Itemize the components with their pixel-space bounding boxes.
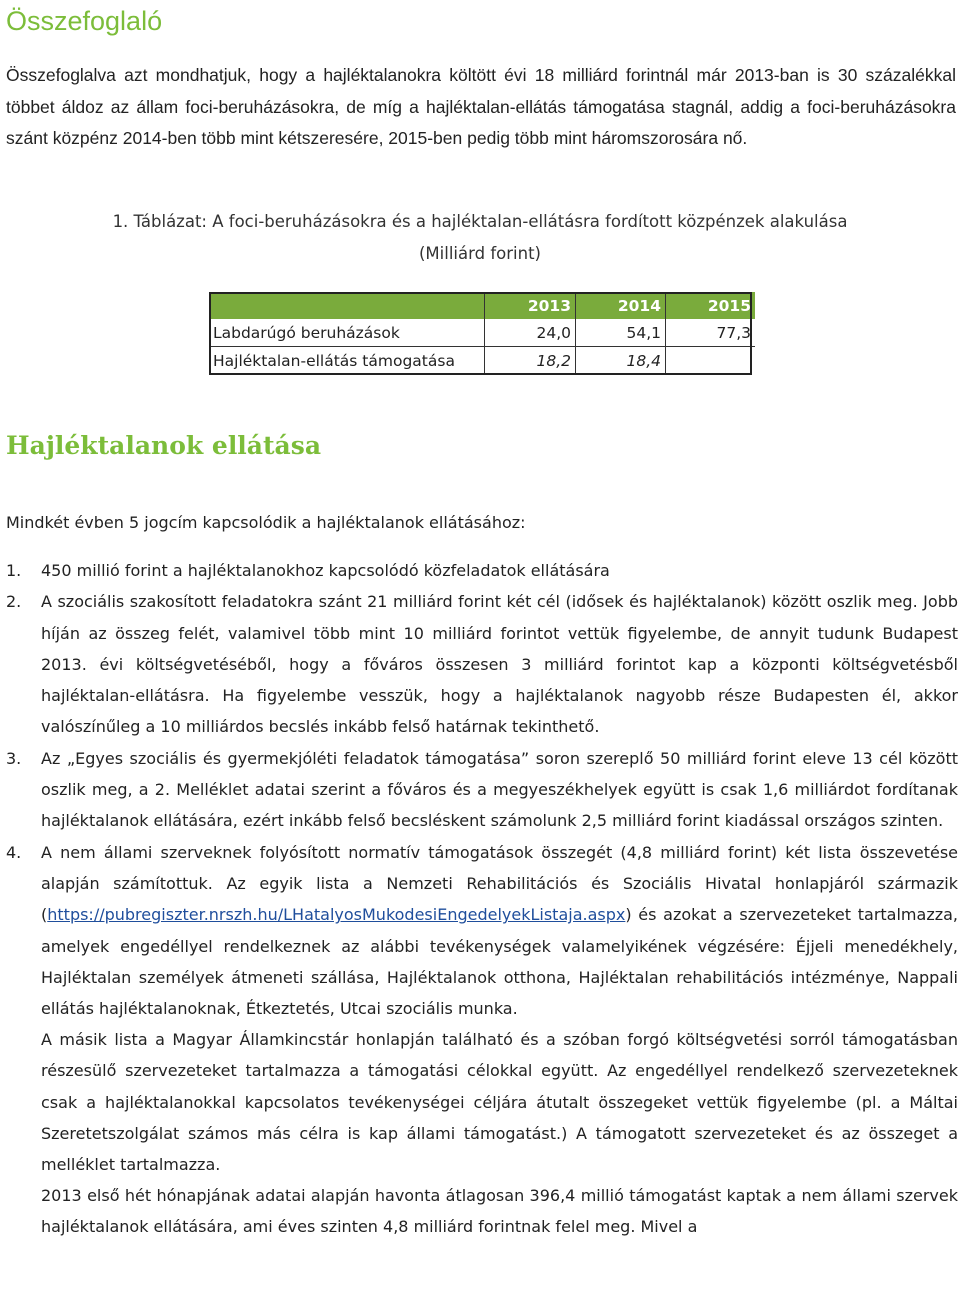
- list-item-text: Az „Egyes szociális és gyermekjóléti feladatok támogatása” soron szereplő 50 milliárd forint eleve 13 cél között oszlik meg, a 2. Melléklet adatai szerint a főváros és a megyeszékhelyek együtt is csak 1,6 milliárdot fordítanak hajléktalanok ellátására, ezért inkább felső becsléskent számolunk 2,5 milliárd forint kiadással országos szinten.: [41, 748, 958, 831]
- section-lead: Mindkét évben 5 jogcím kapcsolódik a hajléktalanok ellátásához:: [6, 513, 526, 532]
- table-header-blank: [209, 292, 485, 319]
- list-item-text: A szociális szakosított feladatokra szánt 21 milliárd forint két cél (idősek és hajléktalanok) között oszlik meg. Jobb híján az összeg felét, valamivel több mint 10 milliárd forintot vettük figyelembe, de annyit tudunk Budapest 2013. évi költségvetéséből, hogy a főváros összesen 3 milliárd forintot kap a központi költségvetésből hajléktalan-ellátásra. Ha figyelembe vesszük, hogy a hajléktalanok nagyobb része Budapesten él, akkor valószínűleg a 10 milliárdos becslés inkább felső határnak tekinthető.: [41, 592, 958, 737]
- section-heading: Hajléktalanok ellátása: [6, 431, 322, 460]
- table-caption: 1. Táblázat: A foci-beruházásokra és a hajléktalan-ellátásra fordított közpénzek alakulása: [112, 212, 848, 231]
- treasury-list-paragraph: A másik lista a Magyar Államkincstár honlapján található és a szóban forgó költségvetési sorról támogatásban részesülő szervezeteket tartalmazza a támogatási célokkal együtt. Az engedéllyel rendelkező szervezeteknek csak a hajléktalanokkal kapcsolatos tevékenységei céljára átutalt összegeket vettük figyelembe (pl. a Máltai Szeretetszolgálat számos más célra is kap állami támogatást.) A támogatott szervezeteket és az összeget a melléklet tartalmazza.: [41, 1030, 958, 1175]
- list-number: 1.: [6, 561, 22, 580]
- list-item: [6, 837, 958, 1025]
- list-item-text: 450 millió forint a hajléktalanokhoz kapcsolódó közfeladatok ellátására: [41, 561, 610, 580]
- nrszh-register-link[interactable]: https://pubregiszter.nrszh.hu/LHatalyosMukodesiEngedelyekListaja.aspx: [47, 905, 626, 925]
- table-header-2015: 2015: [666, 292, 756, 319]
- list-item: [6, 743, 958, 837]
- table-header-row: [209, 292, 755, 319]
- row-label: Labdarúgó beruházások: [209, 319, 485, 347]
- cell-2015: 77,3: [666, 319, 756, 347]
- cell-2014: 54,1: [576, 319, 666, 347]
- row-label: Hajléktalan-ellátás támogatása: [209, 347, 485, 375]
- cell-2013: 24,0: [485, 319, 576, 347]
- page-heading: Összefoglaló: [6, 6, 163, 36]
- cell-2014: 18,4: [576, 347, 666, 375]
- table-unit: (Milliárd forint): [419, 244, 541, 263]
- intro-paragraph: Összefoglalva azt mondhatjuk, hogy a hajléktalanokra költött évi 18 milliárd forintnál már 2013-ban is 30 százalékkal többet áldoz az állam foci-beruházásokra, de míg a hajléktalan-ellátás támogatása stagnál, addig a foci-beruházásokra szánt közpénz 2014-ben több mint kétszeresére, 2015-ben pedig több mint háromszorosára nő.: [6, 65, 956, 148]
- list-number: 3.: [6, 748, 22, 768]
- list-item-text: [41, 837, 958, 1025]
- list-item: [6, 586, 958, 742]
- monthly-average-paragraph: 2013 első hét hónapjának adatai alapján havonta átlagosan 396,4 millió támogatást kaptak a nem állami szervek hajléktalanok ellátására, ami éves szinten 4,8 milliárd forintnak felel meg. Mivel a: [41, 1186, 958, 1237]
- spending-table: [209, 292, 755, 374]
- cell-2015: [666, 347, 756, 375]
- list-item-text-after: ) és azokat a szervezeteket tartalmazza, amelyek engedéllyel rendelkeznek az alábbi tevékenységek valamelyikének végzésére: Éjjeli menedékhely, Hajléktalan személyek átmeneti szállása, Hajléktalanok otthona, Hajléktalan rehabilitációs intézménye, Nappali ellátás hajléktalanoknak, Étkeztetés, Utcai szociális munka.: [41, 905, 958, 1019]
- list-item-text-before: A nem állami szerveknek folyósított normatív támogatások összegét (4,8 milliárd forint) két lista összevetése alapján számítottuk. Az egyik lista a Nemzeti Rehabilitációs és Szociális Hivatal honlapjáról származik (: [41, 842, 958, 925]
- funding-list: [6, 555, 958, 1024]
- table-header-2013: 2013: [485, 292, 576, 319]
- list-number: 4.: [6, 842, 22, 862]
- table-row: [209, 319, 755, 347]
- table-header-2014: 2014: [576, 292, 666, 319]
- list-number: 2.: [6, 592, 22, 612]
- list-item: [6, 555, 958, 586]
- cell-2013: 18,2: [485, 347, 576, 375]
- table-row: [209, 347, 755, 375]
